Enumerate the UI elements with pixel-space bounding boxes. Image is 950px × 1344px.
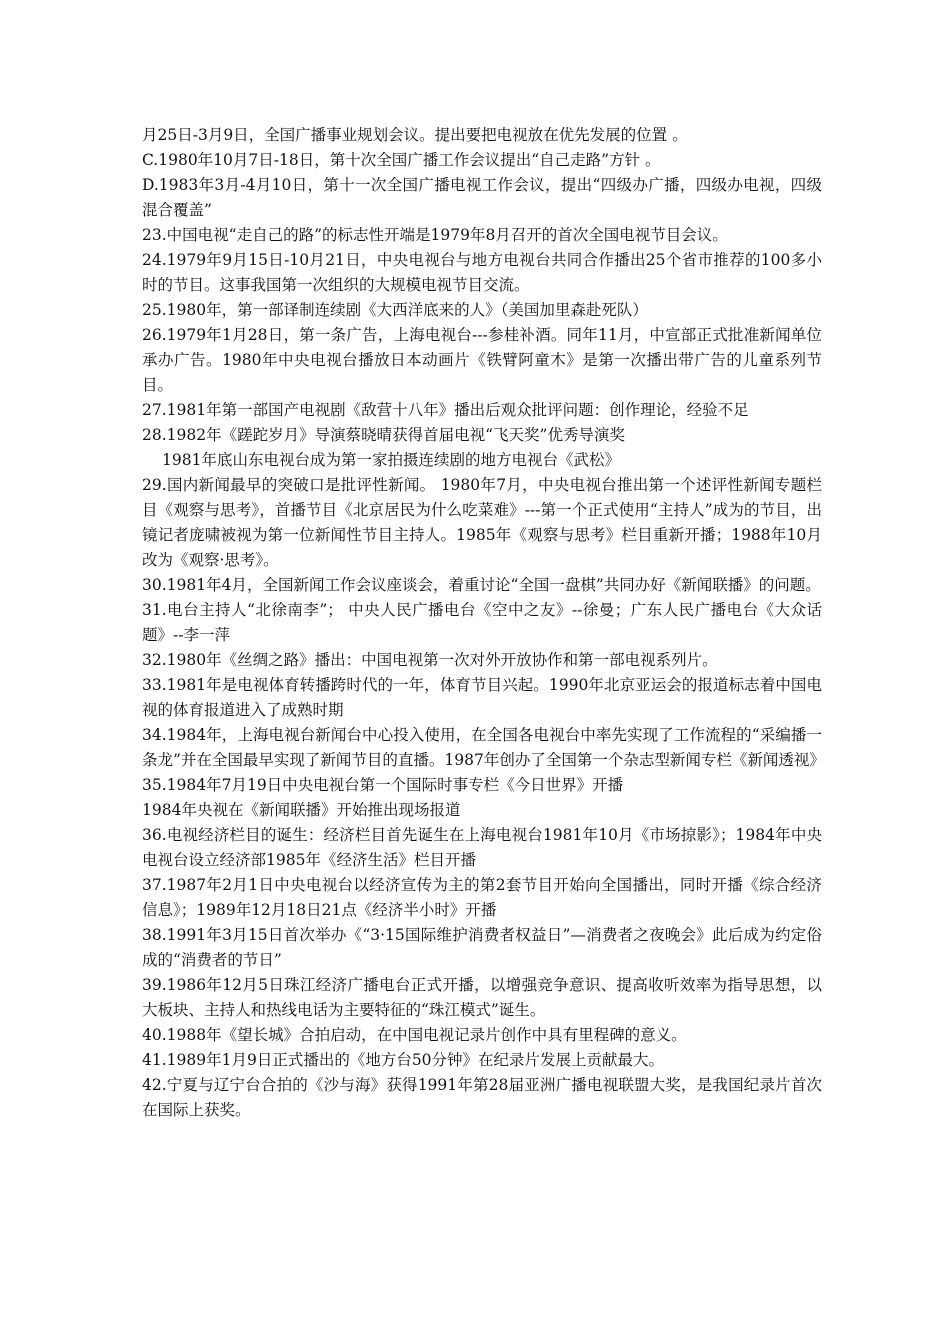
paragraph: 27.1981年第一部国产电视剧《敌营十八年》播出后观众批评问题：创作理论，经验不足 (142, 401, 749, 419)
paragraph: 24.1979年9月15日-10月21日，中央电视台与地方电视台共同合作播出25个省市推荐的100多小时的节目。这事我国第一次组织的大规模电视节目交流。 (142, 251, 822, 294)
paragraph: 34.1984年，上海电视台新闻台中心投入使用，在全国各电视台中率先实现了工作流程的“采编播一条龙”并在全国最早实现了新闻节目的直播。1987年创办了全国第一个杂志型新闻专栏《新闻透视》 (142, 726, 825, 769)
paragraph: 40.1988年《望长城》合拍启动，在中国电视记录片创作中具有里程碑的意义。 (142, 1026, 687, 1044)
paragraph: 41.1989年1月9日正式播出的《地方台50分钟》在纪录片发展上贡献最大。 (142, 1051, 665, 1069)
paragraph: 29.国内新闻最早的突破口是批评性新闻。 1980年7月，中央电视台推出第一个述评性新闻专题栏目《观察与思考》，首播节目《北京居民为什么吃菜难》---第一个正式使用“主持人”成为的节目，出镜记者庞啸被视为第一位新闻性节目主持人。1985年《观察与思考》栏目重新开播；1988年10月改为《观察·思考》。 (142, 476, 822, 569)
paragraph: 35.1984年7月19日中央电视台第一个国际时事专栏《今日世界》开播 (142, 776, 624, 794)
paragraph: 30.1981年4月，全国新闻工作会议座谈会，着重讨论“全国一盘棋”共同办好《新闻联播》的问题。 (142, 576, 821, 594)
paragraph: C.1980年10月7日-18日，第十次全国广播工作会议提出“自己走路”方针 。 (142, 151, 661, 169)
paragraph: D.1983年3月-4月10日，第十一次全国广播电视工作会议，提出“四级办广播，四级办电视，四级混合覆盖” (142, 176, 822, 219)
paragraph: 31.电台主持人“北徐南李”； 中央人民广播电台《空中之友》--徐曼；广东人民广播电台《大众话题》--李一萍 (142, 601, 822, 644)
paragraph: 38.1991年3月15日首次举办《“3·15国际维护消费者权益日”—消费者之夜晚会》此后成为约定俗成的“消费者的节日” (142, 926, 822, 969)
paragraph: 月25日-3月9日，全国广播事业规划会议。提出要把电视放在优先发展的位置 。 (142, 126, 688, 144)
paragraph: 1984年央视在《新闻联播》开始推出现场报道 (142, 801, 461, 819)
paragraph: 26.1979年1月28日，第一条广告，上海电视台---参桂补酒。同年11月，中宣部正式批准新闻单位承办广告。1980年中央电视台播放日本动画片《铁臂阿童木》是第一次播出带广告的儿童系列节目。 (142, 326, 822, 394)
paragraph: 32.1980年《丝绸之路》播出：中国电视第一次对外开放协作和第一部电视系列片。 (142, 651, 718, 669)
paragraph: 28.1982年《蹉跎岁月》导演蔡晓晴获得首届电视“飞天奖”优秀导演奖 (142, 426, 625, 444)
paragraph: 37.1987年2月1日中央电视台以经济宣传为主的第2套节目开始向全国播出，同时开播《综合经济信息》；1989年12月18日21点《经济半小时》开播 (142, 876, 822, 919)
paragraph: 36.电视经济栏目的诞生：经济栏目首先诞生在上海电视台1981年10月《市场掠影》；1984年中央电视台设立经济部1985年《经济生活》栏目开播 (142, 826, 822, 869)
document-body (142, 123, 825, 1123)
paragraph: 42.宁夏与辽宁台合拍的《沙与海》获得1991年第28届亚洲广播电视联盟大奖，是我国纪录片首次在国际上获奖。 (142, 1076, 822, 1119)
paragraph: 25.1980年，第一部译制连续剧《大西洋底来的人》（美国加里森赴死队） (142, 301, 648, 319)
paragraph: 1981年底山东电视台成为第一家拍摄连续剧的地方电视台《武松》 (162, 451, 620, 469)
paragraph: 33.1981年是电视体育转播跨时代的一年，体育节目兴起。1990年北京亚运会的报道标志着中国电视的体育报道进入了成熟时期 (142, 676, 822, 719)
paragraph: 23.中国电视“走自己的路”的标志性开端是1979年8月召开的首次全国电视节目会议。 (142, 226, 728, 244)
paragraph: 39.1986年12月5日珠江经济广播电台正式开播，以增强竞争意识、提高收听效率为指导思想，以大板块、主持人和热线电话为主要特征的“珠江模式”诞生。 (142, 976, 822, 1019)
